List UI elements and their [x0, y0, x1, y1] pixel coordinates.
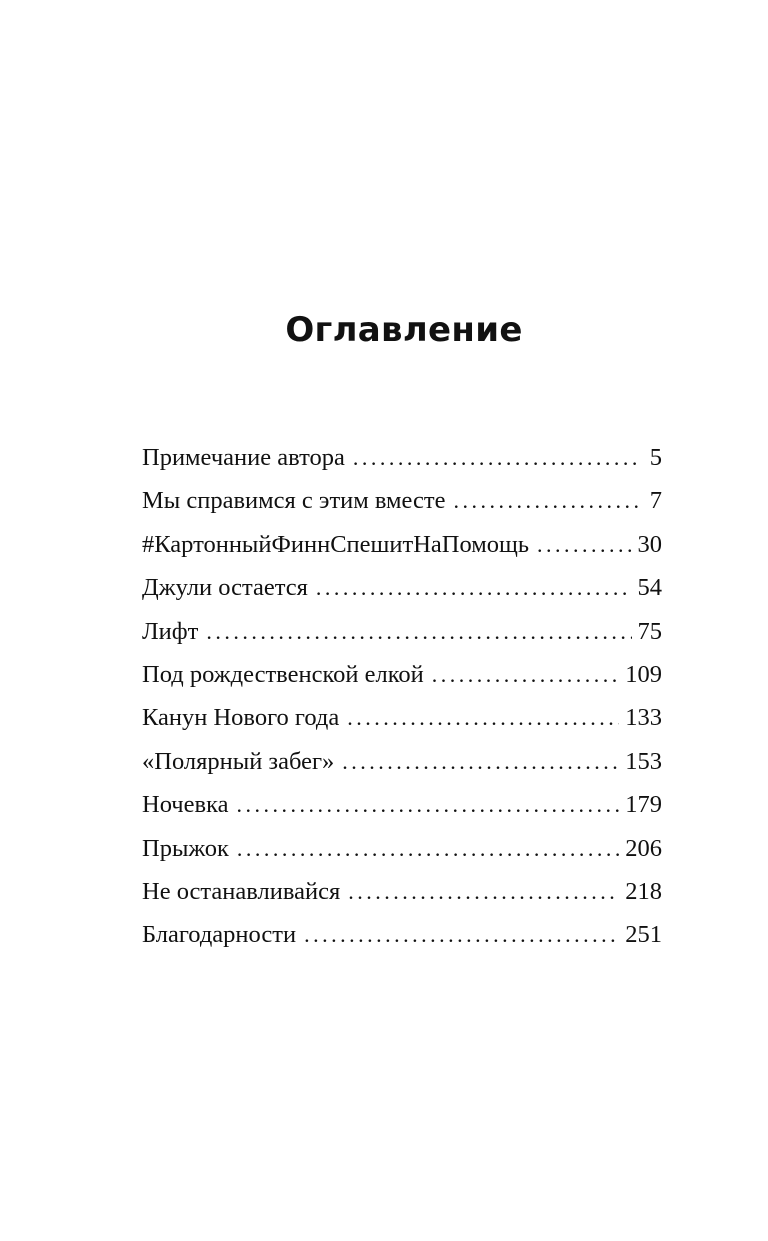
- toc-entry-title: Мы справимся с этим вместе: [142, 487, 446, 515]
- toc-entry: [142, 479, 662, 522]
- toc-dot-leader: [454, 479, 643, 522]
- toc-entry-page: 30: [637, 530, 662, 558]
- toc-entry-page: 133: [625, 704, 662, 732]
- toc-dot-leader: [537, 523, 631, 566]
- toc-entry-page: 251: [625, 921, 662, 949]
- toc-entry-title: Не останавливайся: [142, 877, 341, 905]
- toc-entry-page: 153: [625, 747, 662, 775]
- page-title: Оглавление: [285, 310, 523, 350]
- toc-entry: [142, 827, 662, 870]
- toc-dot-leader: [236, 783, 619, 826]
- toc-entry-page: 75: [637, 617, 662, 645]
- toc-dot-leader: [316, 566, 632, 609]
- toc-entry-page: 7: [649, 487, 662, 515]
- toc-entry: [142, 783, 662, 826]
- toc-entry-title: Примечание автора: [142, 444, 345, 471]
- toc-dot-leader: [432, 653, 620, 696]
- toc-dot-leader: [347, 696, 619, 739]
- toc-dot-leader: [237, 827, 619, 870]
- toc-entry: [142, 610, 662, 653]
- toc-entry-page: 109: [625, 660, 662, 688]
- toc-entry: [142, 696, 662, 739]
- toc-entry: [142, 436, 662, 479]
- toc-entry-page: 179: [625, 791, 662, 819]
- toc-entry: [142, 870, 662, 913]
- toc-entry-title: Ночевка: [142, 791, 229, 819]
- toc-entry-title: Прыжок: [142, 834, 229, 862]
- toc-entry-page: 5: [649, 444, 662, 471]
- toc-dot-leader: [304, 913, 619, 956]
- toc-entry: [142, 740, 662, 783]
- toc-entry-title: Канун Нового года: [142, 704, 340, 732]
- toc-entry: [142, 523, 662, 566]
- toc-entry: [142, 566, 662, 609]
- toc-entry: [142, 653, 662, 696]
- toc-entry-page: 218: [625, 877, 662, 905]
- toc-entry-title: «Полярный забег»: [142, 747, 335, 775]
- toc-entry-title: Лифт: [142, 617, 199, 645]
- toc-entry-title: #КартонныйФиннСпешитНаПомощь: [142, 530, 530, 558]
- toc-entry-page: 54: [637, 574, 662, 602]
- toc-entry-title: Под рождественской елкой: [142, 660, 424, 688]
- toc-dot-leader: [342, 740, 619, 783]
- toc-entry-page: 206: [625, 834, 662, 862]
- toc-entry-title: Благодарности: [142, 921, 297, 949]
- toc-dot-leader: [348, 870, 619, 913]
- toc-entry: [142, 913, 662, 956]
- table-of-contents: [142, 436, 662, 957]
- toc-entry-title: Джули остается: [142, 574, 308, 602]
- toc-dot-leader: [206, 610, 631, 653]
- toc-dot-leader: [353, 436, 642, 479]
